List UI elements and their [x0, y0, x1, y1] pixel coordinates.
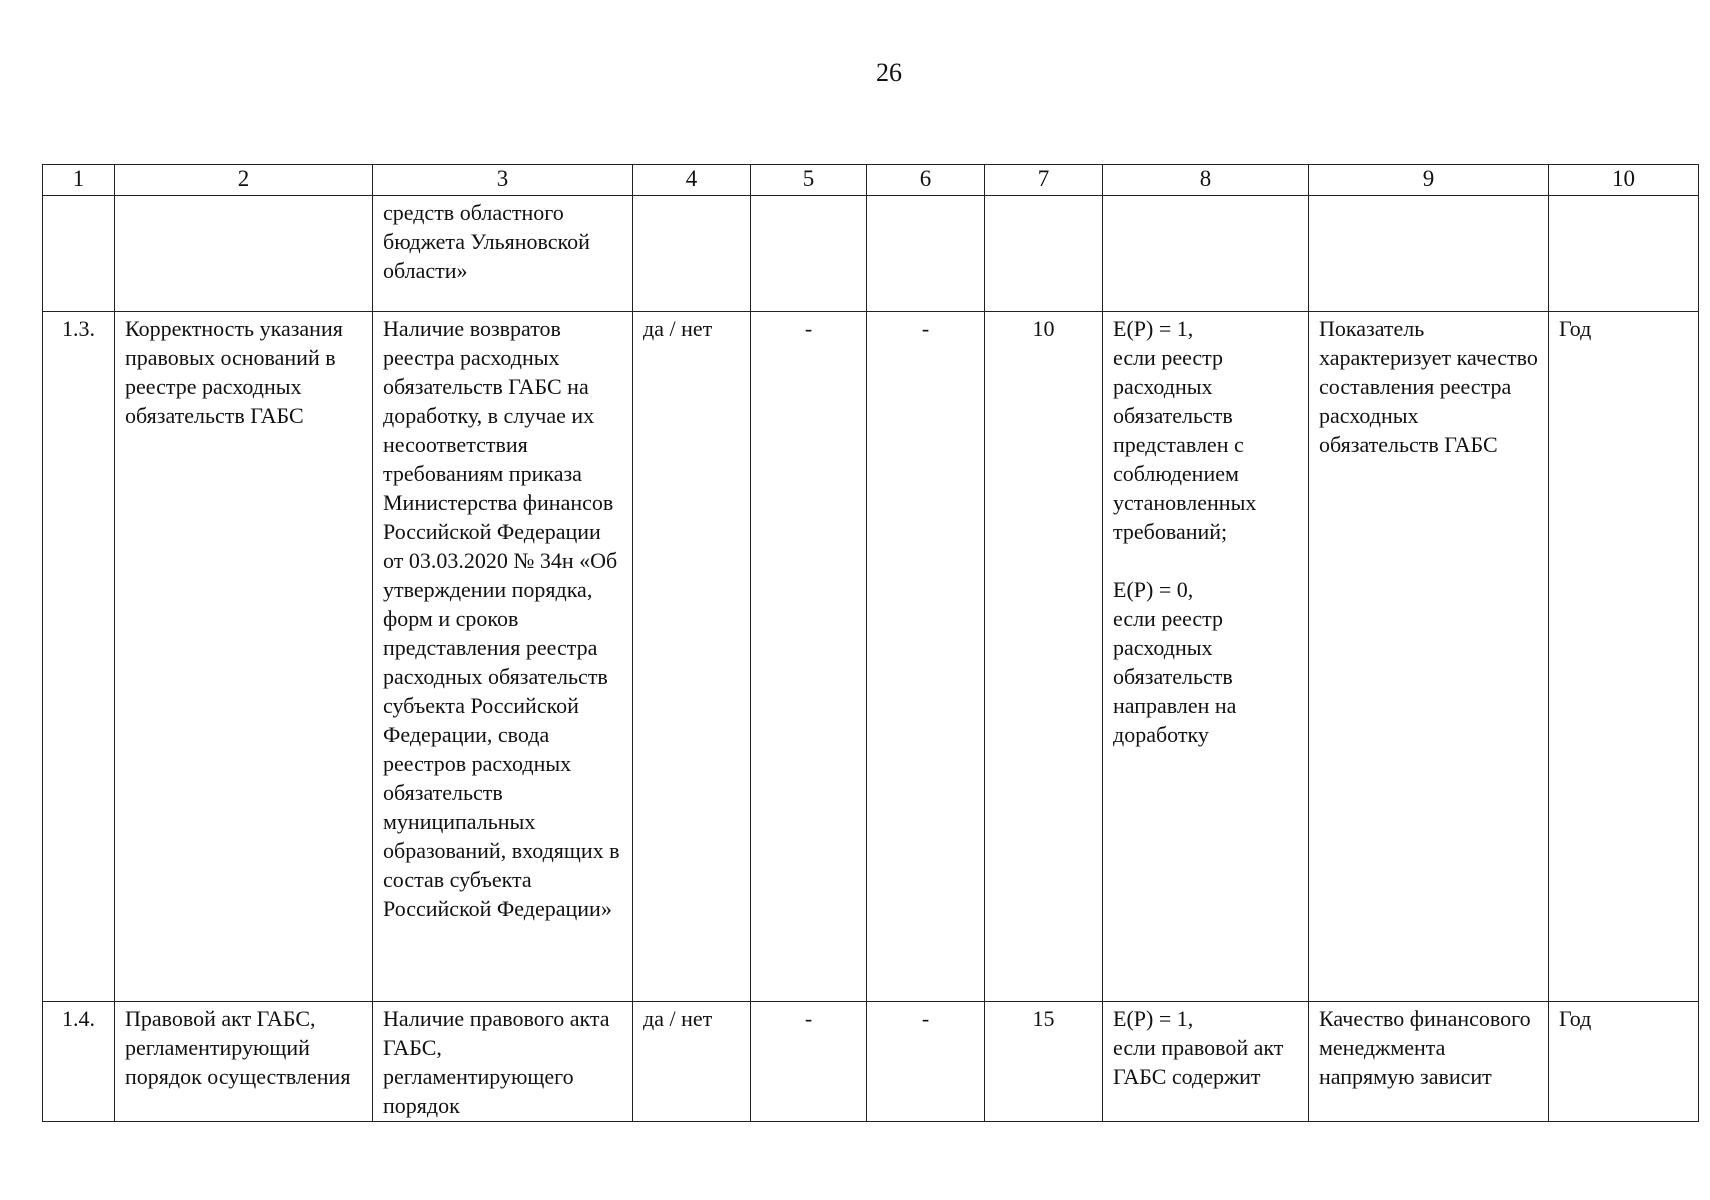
unit: да / нет — [633, 312, 751, 1002]
col6-value: - — [867, 312, 985, 1002]
formula-1-text: если правовой акт ГАБС содержит — [1113, 1035, 1284, 1089]
formula-1: E(P) = 1, — [1113, 1006, 1194, 1031]
indicator-name: Правовой акт ГАБС, регламентирующий порядок осуществления — [115, 1002, 373, 1122]
period: Год — [1549, 312, 1699, 1002]
unit: да / нет — [633, 1002, 751, 1122]
col5-value: - — [751, 1002, 867, 1122]
period: Год — [1549, 1002, 1699, 1122]
header-cell: 10 — [1549, 165, 1699, 196]
page-number: 26 — [876, 58, 902, 87]
formula-2-text: если реестр расходных обязательств направлен на доработку — [1113, 606, 1237, 747]
continuation-text: средств областного бюджета Ульяновской области» — [373, 196, 633, 312]
header-cell: 9 — [1309, 165, 1549, 196]
header-cell: 3 — [373, 165, 633, 196]
formula-1: E(P) = 1, — [1113, 316, 1194, 341]
header-cell: 4 — [633, 165, 751, 196]
header-cell: 1 — [43, 165, 115, 196]
weight-value: 15 — [985, 1002, 1103, 1122]
col5-value: - — [751, 312, 867, 1002]
comment: Качество финансового менеджмента напрямую зависит — [1309, 1002, 1549, 1122]
header-row — [43, 165, 1699, 196]
indicator-name: Корректность указания правовых оснований в реестре расходных обязательств ГАБС — [115, 312, 373, 1002]
weight-value: 10 — [985, 312, 1103, 1002]
indicators-table — [42, 164, 1699, 1122]
header-cell: 2 — [115, 165, 373, 196]
formula-2: E(P) = 0, — [1113, 577, 1194, 602]
comment: Показатель характеризует качество составления реестра расходных обязательств ГАБС — [1309, 312, 1549, 1002]
formula-cell — [1103, 312, 1309, 1002]
table-row — [43, 1002, 1699, 1122]
indicator-description: Наличие правового акта ГАБС, регламентирующего порядок — [373, 1002, 633, 1122]
continuation-row — [43, 196, 1699, 312]
header-cell: 8 — [1103, 165, 1309, 196]
col6-value: - — [867, 1002, 985, 1122]
formula-1-text: если реестр расходных обязательств представлен с соблюдением установленных требований; — [1113, 345, 1257, 544]
formula-cell — [1103, 1002, 1309, 1122]
row-number: 1.4. — [43, 1002, 115, 1122]
header-cell: 7 — [985, 165, 1103, 196]
header-cell: 6 — [867, 165, 985, 196]
row-number: 1.3. — [43, 312, 115, 1002]
header-cell: 5 — [751, 165, 867, 196]
table-row — [43, 312, 1699, 1002]
indicator-description: Наличие возвратов реестра расходных обязательств ГАБС на доработку, в случае их несоответствия требованиям приказа Министерства финансов Российской Федерации от 03.03.2020 № 34н «Об утверждении порядка, форм и сроков представления реестра расходных обязательств субъекта Российской Федерации, свода реестров расходных обязательств муниципальных образований, входящих в состав субъекта Российской Федерации» — [373, 312, 633, 1002]
